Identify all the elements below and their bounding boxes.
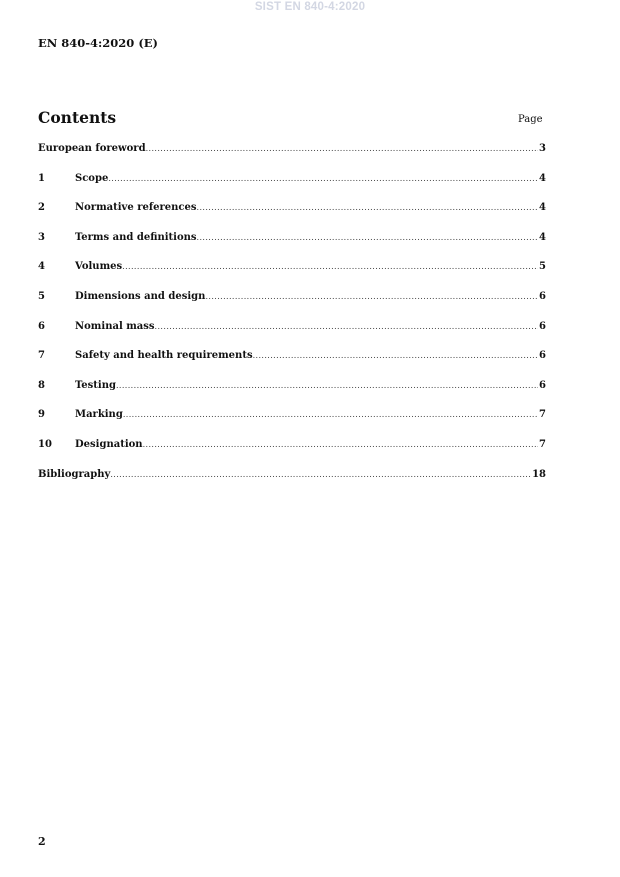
toc-entry-normative-references[interactable] [38,202,546,232]
footer-page-number: 2 [38,835,46,848]
toc-entry-nominal-mass[interactable] [38,321,546,351]
toc-entry-title: European foreword [38,143,146,154]
toc-entry-designation[interactable] [38,439,546,469]
toc-entry-number: 1 [38,172,45,184]
toc-entry-title: Marking [75,409,123,421]
toc-leader-dots [155,322,538,331]
toc-entry-title: Testing [75,379,116,391]
toc-leader-dots [197,203,539,212]
toc-entry-page: 18 [532,468,546,480]
table-of-contents [38,143,546,498]
toc-leader-dots [123,410,538,419]
toc-entry-title: Dimensions and design [75,290,206,302]
toc-entry-page: 4 [539,202,546,214]
toc-entry-title: Bibliography [38,468,111,480]
toc-leader-dots [108,174,538,183]
toc-entry-title: Terms and definitions [75,231,197,243]
toc-leader-dots [197,233,539,242]
toc-entry-bibliography[interactable] [38,469,546,499]
toc-entry-number: 8 [38,379,45,391]
toc-entry-page: 4 [539,172,546,184]
toc-entry-number: 2 [38,202,45,214]
document-id: EN 840-4:2020 (E) [38,36,158,50]
toc-entry-european-foreword[interactable] [38,143,546,173]
toc-leader-dots [205,292,538,301]
toc-entry-page: 6 [539,320,546,332]
toc-leader-dots [116,381,538,390]
toc-entry-page: 7 [539,438,546,450]
page-column-heading: Page [518,114,543,125]
toc-entry-number: 10 [38,438,52,450]
toc-leader-dots [143,440,538,449]
toc-entry-page: 6 [539,350,546,362]
watermark: SIST EN 840-4:2020 [254,1,366,13]
toc-entry-volumes[interactable] [38,261,546,291]
toc-leader-dots [110,470,531,479]
toc-entry-title: Safety and health requirements [75,350,253,362]
toc-entry-safety-and-health-requirements[interactable] [38,350,546,380]
toc-leader-dots [253,351,538,360]
toc-entry-title: Scope [75,172,109,184]
toc-entry-title: Volumes [75,261,123,273]
toc-entry-number: 6 [38,320,45,332]
toc-entry-page: 3 [539,143,546,154]
toc-entry-title: Nominal mass [75,320,155,332]
toc-entry-number: 7 [38,350,45,362]
toc-entry-title: Designation [75,438,143,450]
toc-entry-number: 3 [38,231,45,243]
toc-entry-terms-and-definitions[interactable] [38,232,546,262]
toc-entry-scope[interactable] [38,173,546,203]
contents-heading: Contents [38,108,117,127]
toc-entry-testing[interactable] [38,380,546,410]
toc-entry-page: 6 [539,290,546,302]
toc-entry-dimensions-and-design[interactable] [38,291,546,321]
toc-entry-page: 7 [539,409,546,421]
toc-entry-page: 4 [539,231,546,243]
toc-entry-title: Normative references [75,202,197,214]
toc-entry-number: 5 [38,290,45,302]
toc-leader-dots [146,144,538,153]
toc-entry-number: 4 [38,261,45,273]
toc-entry-page: 6 [539,379,546,391]
toc-leader-dots [122,262,538,271]
toc-entry-number: 9 [38,409,45,421]
toc-entry-page: 5 [539,261,546,273]
toc-entry-marking[interactable] [38,409,546,439]
